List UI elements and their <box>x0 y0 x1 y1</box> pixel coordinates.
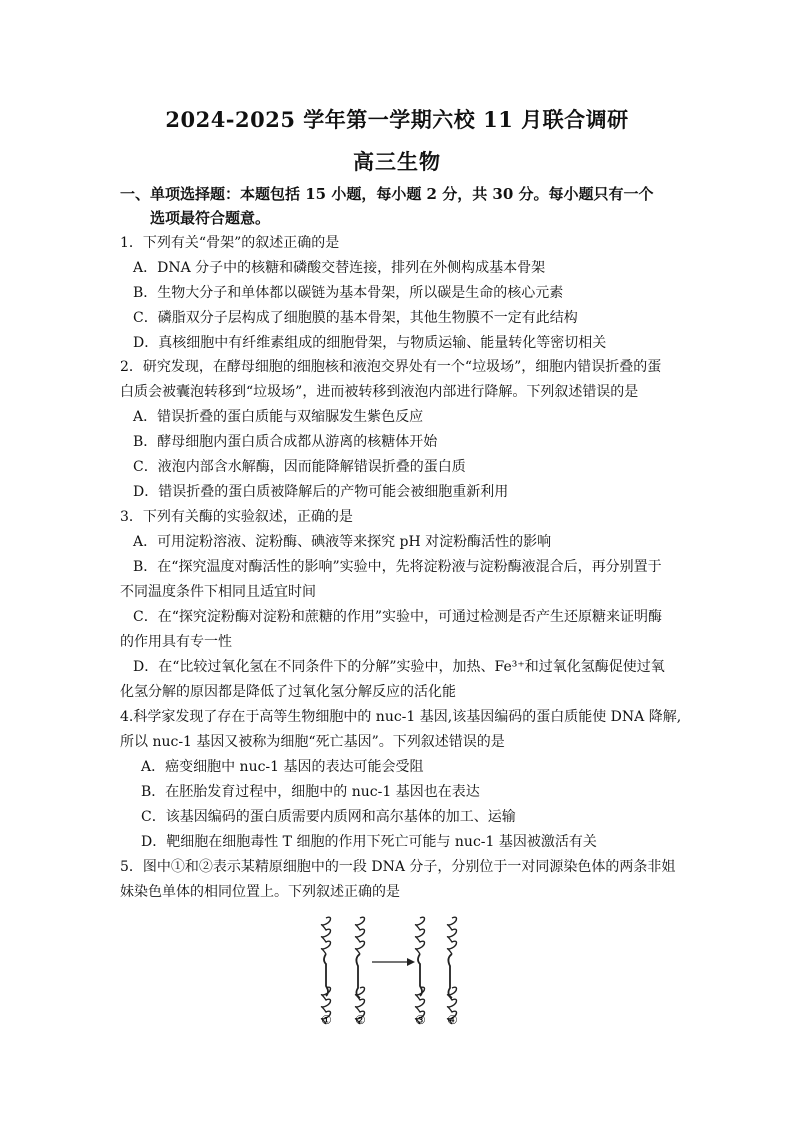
question-3-option-b-cont: 不同温度条件下相同且适宜时间 <box>120 584 316 600</box>
chromatid-3 <box>416 917 425 1024</box>
question-3-option-c-cont: 的作用具有专一性 <box>120 634 232 650</box>
question-1-option-a: A．DNA 分子中的核糖和磷酸交替连接，排列在外侧构成基本骨架 <box>133 260 546 276</box>
question-4-option-d: D．靶细胞在细胞毒性 T 细胞的作用下死亡可能与 nuc-1 基因被激活有关 <box>141 834 597 850</box>
question-2-option-b: B．酵母细胞内蛋白质合成都从游离的核糖体开始 <box>133 434 438 450</box>
page-title: 2024-2025 学年第一学期六校 11 月联合调研 <box>165 107 629 132</box>
question-3-option-b: B．在“探究温度对酶活性的影响”实验中，先将淀粉液与淀粉酶液混合后，再分别置于 <box>133 559 662 575</box>
question-2-option-d: D．错误折叠的蛋白质被降解后的产物可能会被细胞重新利用 <box>133 484 509 500</box>
question-2-option-c: C．液泡内部含水解酶，因而能降解错误折叠的蛋白质 <box>133 459 466 475</box>
question-2-stem-cont: 白质会被囊泡转移到“垃圾场”，进而被转移到液泡内部进行降解。下列叙述错误的是 <box>120 384 639 400</box>
figure-label-3: ③ <box>415 1013 426 1027</box>
question-4-stem-cont: 所以 nuc-1 基因又被称为细胞“死亡基因”。下列叙述错误的是 <box>120 734 505 750</box>
figure-label-2: ② <box>355 1013 366 1027</box>
question-5-stem: 5．图中①和②表示某精原细胞中的一段 DNA 分子，分别位于一对同源染色体的两条非姐 <box>120 859 676 875</box>
question-1-option-b: B．生物大分子和单体都以碳链为基本骨架，所以碳是生命的核心元素 <box>133 285 564 301</box>
question-1-option-c: C．磷脂双分子层构成了细胞膜的基本骨架，其他生物膜不一定有此结构 <box>133 310 578 326</box>
question-4-stem: 4.科学家发现了存在于高等生物细胞中的 nuc-1 基因,该基因编码的蛋白质能使 DNA 降解, <box>120 709 682 725</box>
figure-label-1: ① <box>321 1013 332 1027</box>
question-3-option-a: A．可用淀粉溶液、淀粉酶、碘液等来探究 pH 对淀粉酶活性的影响 <box>133 534 552 550</box>
question-4-option-b: B．在胚胎发育过程中，细胞中的 nuc-1 基因也在表达 <box>141 784 480 800</box>
question-1-option-d: D．真核细胞中有纤维素组成的细胞骨架，与物质运输、能量转化等密切相关 <box>133 335 607 351</box>
question-5-stem-cont: 妹染色单体的相同位置上。下列叙述正确的是 <box>120 884 400 900</box>
section-heading: 一、单项选择题：本题包括 15 小题，每小题 2 分，共 30 分。每小题只有一个 <box>120 185 654 203</box>
question-3-stem: 3．下列有关酶的实验叙述，正确的是 <box>120 509 353 525</box>
question-3-option-c: C．在“探究淀粉酶对淀粉和蔗糖的作用”实验中，可通过检测是否产生还原糖来证明酶 <box>133 609 663 625</box>
chromatid-1 <box>322 917 331 1024</box>
question-4-option-a: A．癌变细胞中 nuc-1 基因的表达可能会受阻 <box>141 759 424 775</box>
question-1-stem: 1．下列有关“骨架”的叙述正确的是 <box>120 235 340 251</box>
question-2-option-a: A．错误折叠的蛋白质能与双缩脲发生紫色反应 <box>133 409 424 425</box>
question-3-option-d: D．在“比较过氧化氢在不同条件下的分解”实验中，加热、Fe³⁺和过氧化氢酶促使过氧 <box>133 659 665 675</box>
chromatid-diagram <box>312 910 472 1028</box>
question-2-stem: 2．研究发现，在酵母细胞的细胞核和液泡交界处有一个“垃圾场”，细胞内错误折叠的蛋 <box>120 359 662 375</box>
question-4-option-c: C．该基因编码的蛋白质需要内质网和高尔基体的加工、运输 <box>141 809 516 825</box>
chromatid-4 <box>448 917 457 1024</box>
question-3-option-d-cont: 化氢分解的原因都是降低了过氧化氢分解反应的活化能 <box>120 684 456 700</box>
exchange-arrow <box>372 958 415 966</box>
chromatid-2 <box>356 917 365 1024</box>
figure-label-4: ④ <box>447 1013 458 1027</box>
section-heading-cont: 选项最符合题意。 <box>150 209 271 227</box>
subject-title: 高三生物 <box>353 149 441 174</box>
chromatid-figure <box>312 910 472 1028</box>
